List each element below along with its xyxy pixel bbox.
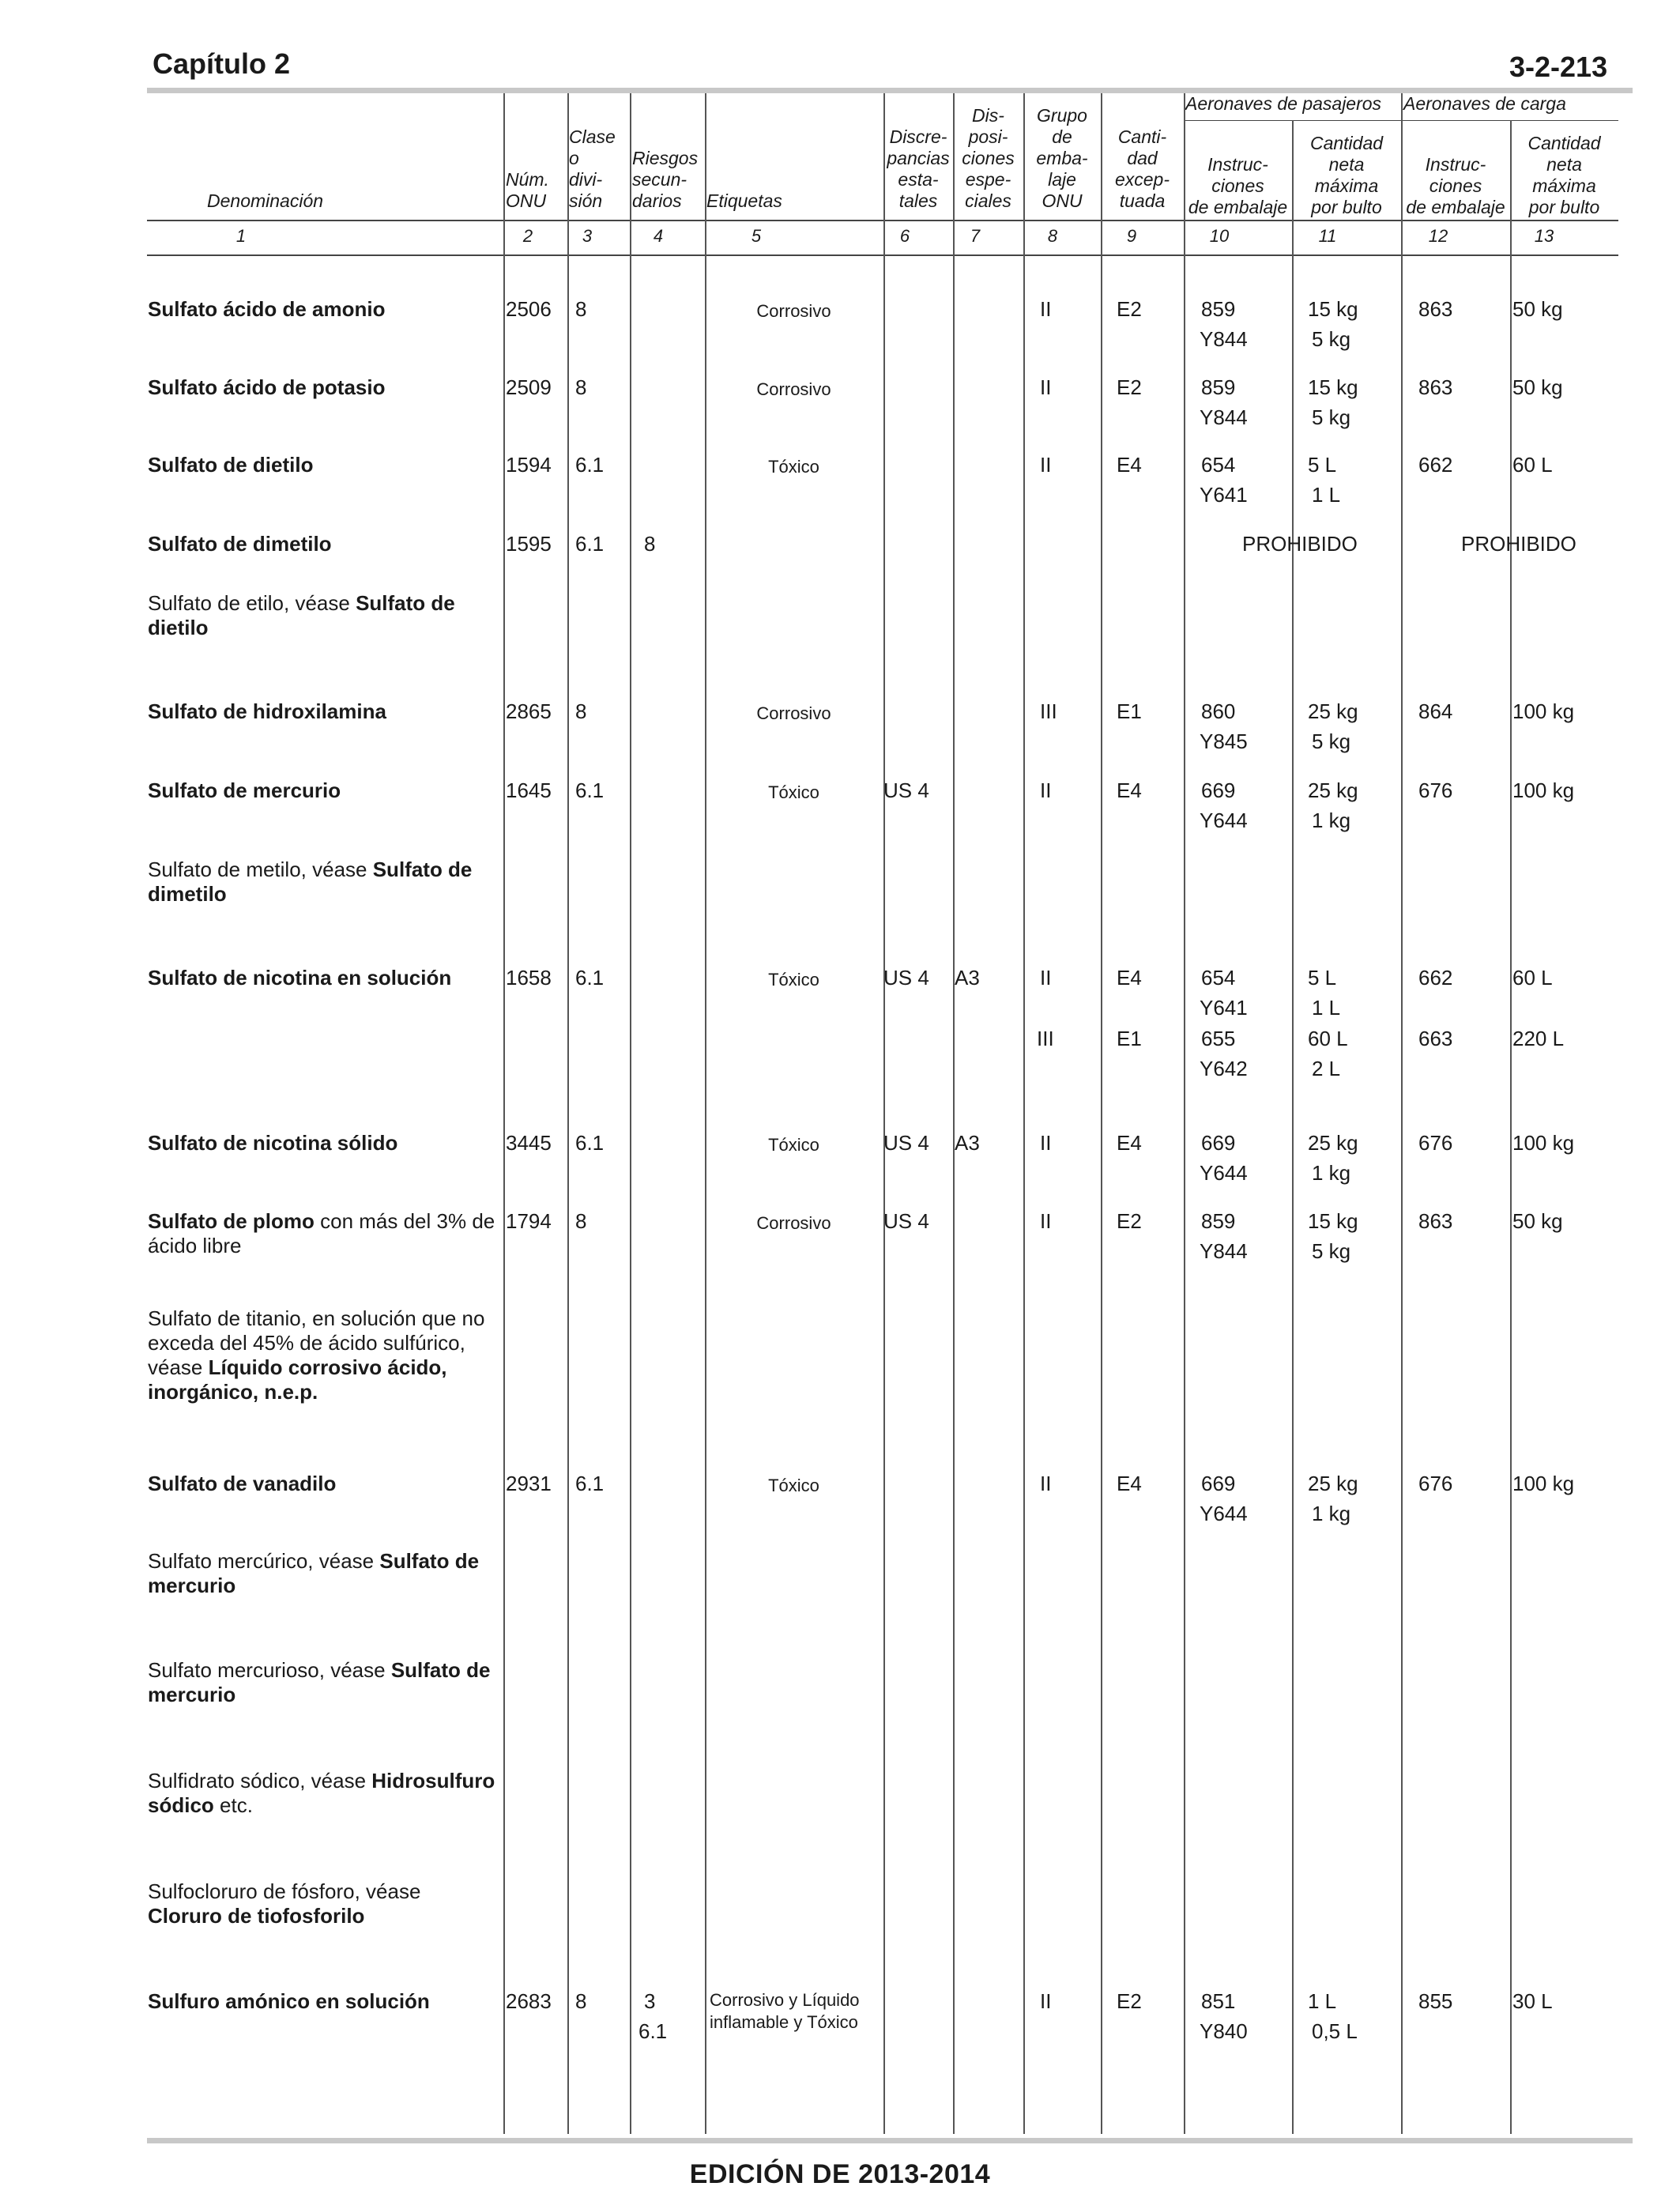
passenger-max-quantity: 5 kg	[1312, 405, 1351, 429]
un-number: 1658	[506, 966, 552, 990]
state-variation: US 4	[883, 1131, 929, 1155]
passenger-packing-instruction: Y844	[1200, 327, 1248, 351]
column-number: 7	[970, 226, 981, 246]
un-number: 2509	[506, 375, 552, 399]
substance-name	[148, 1658, 495, 1707]
header-cantidad-exceptuada: dad	[1127, 148, 1158, 168]
header-instrucciones-carga: ciones	[1429, 175, 1482, 196]
cargo-packing-instruction: 676	[1418, 1472, 1453, 1495]
packing-group: II	[1040, 778, 1052, 802]
chapter-title: Capítulo 2	[153, 47, 291, 80]
header-cantidad-pasajeros: Cantidad	[1309, 133, 1384, 153]
cargo-max-quantity: 100 kg	[1512, 699, 1575, 723]
column-number: 1	[235, 226, 247, 246]
passenger-max-quantity: 25 kg	[1308, 1131, 1358, 1155]
cargo-packing-instruction: 863	[1418, 375, 1453, 399]
header-grupo-embalaje: Grupo	[1037, 105, 1087, 126]
un-number: 2683	[506, 1989, 552, 2013]
label-text: Corrosivo	[756, 379, 831, 399]
packing-group: III	[1037, 1027, 1054, 1050]
passenger-packing-instruction: 669	[1201, 1472, 1236, 1495]
cargo-packing-instruction: 864	[1418, 699, 1453, 723]
substance-name	[148, 1769, 495, 1818]
passenger-packing-instruction: 860	[1201, 699, 1236, 723]
header-clase: Clase	[569, 126, 616, 147]
header-instrucciones-carga: Instruc-	[1425, 154, 1486, 175]
column-divider	[1101, 93, 1102, 2134]
label-text: Corrosivo	[756, 703, 831, 723]
column-divider	[630, 93, 631, 2134]
packing-group: II	[1040, 1209, 1052, 1233]
excepted-quantity: E2	[1117, 1209, 1142, 1233]
passenger-max-quantity: 5 kg	[1312, 1239, 1351, 1263]
class-division: 8	[575, 375, 587, 399]
header-clase: sión	[569, 190, 603, 211]
label-text: Tóxico	[768, 782, 819, 802]
excepted-quantity: E2	[1117, 297, 1142, 321]
cargo-max-quantity: 100 kg	[1512, 778, 1575, 802]
label-text: Tóxico	[768, 1135, 819, 1155]
header-cantidad-carga: por bulto	[1528, 197, 1600, 217]
column-divider	[1292, 120, 1294, 2134]
un-number: 2865	[506, 699, 552, 723]
substance-name-text: Sulfocloruro de fósforo, véase	[148, 1879, 421, 1903]
un-number: 2931	[506, 1472, 552, 1495]
cross-reference: Sulfato de dietilo	[148, 591, 455, 639]
class-division: 8	[575, 1209, 587, 1233]
cross-reference: Hidrosulfuro sódico	[148, 1769, 495, 1817]
passenger-max-quantity: 25 kg	[1308, 1472, 1358, 1495]
header-group-passenger: Aeronaves de pasajeros	[1185, 93, 1382, 114]
substance-name	[148, 1879, 495, 1928]
header-disposiciones: ciales	[965, 190, 1011, 211]
substance-name-bold: Sulfato de nicotina sólido	[148, 1131, 398, 1155]
subsidiary-risk: 6.1	[638, 2019, 668, 2043]
label-text: Tóxico	[768, 970, 819, 990]
label-text: Corrosivo	[756, 301, 831, 321]
substance-name-bold: Sulfato ácido de amonio	[148, 297, 386, 321]
cargo-packing-instruction: 676	[1418, 1131, 1453, 1155]
substance-name	[148, 297, 495, 322]
substance-name-text: Sulfato mercúrico, véase	[148, 1549, 380, 1573]
column-number: 10	[1209, 226, 1230, 246]
un-number: 2506	[506, 297, 552, 321]
class-division: 6.1	[575, 966, 605, 990]
header-clase: divi-	[569, 169, 603, 190]
passenger-packing-instruction: 654	[1201, 453, 1236, 477]
substance-name	[148, 699, 495, 724]
substance-name-bold: Sulfato de plomo	[148, 1209, 315, 1233]
passenger-max-quantity: 1 L	[1312, 483, 1341, 507]
cargo-max-quantity: 100 kg	[1512, 1131, 1575, 1155]
cargo-max-quantity: 100 kg	[1512, 1472, 1575, 1495]
header-denominacion: Denominación	[207, 190, 324, 211]
substance-name-text: Sulfato de metilo, véase	[148, 858, 373, 881]
excepted-quantity: E2	[1117, 1989, 1142, 2013]
passenger-packing-instruction: Y641	[1200, 483, 1248, 507]
class-division: 6.1	[575, 778, 605, 802]
excepted-quantity: E4	[1117, 966, 1142, 990]
cargo-packing-instruction: 663	[1418, 1027, 1453, 1050]
column-divider	[1023, 93, 1025, 2134]
substance-name	[148, 1131, 495, 1155]
bottom-rule	[147, 2138, 1633, 2143]
column-number: 5	[751, 226, 762, 246]
column-number: 6	[899, 226, 910, 246]
special-provision: A3	[955, 1131, 980, 1155]
substance-name-text: Sulfato de etilo, véase	[148, 591, 356, 615]
header-cantidad-carga: neta	[1546, 154, 1582, 175]
packing-group: II	[1040, 1131, 1052, 1155]
substance-name	[148, 858, 495, 907]
header-cantidad-carga: máxima	[1532, 175, 1596, 196]
column-divider	[883, 93, 885, 2134]
passenger-packing-instruction: Y644	[1200, 1502, 1248, 1525]
passenger-max-quantity: 2 L	[1312, 1057, 1341, 1080]
column-number: 3	[582, 226, 593, 246]
substance-name-text: Sulfidrato sódico, véase	[148, 1769, 372, 1793]
header-cantidad-pasajeros: neta	[1328, 154, 1365, 175]
passenger-max-quantity: 1 kg	[1312, 1161, 1351, 1185]
cargo-packing-instruction: 676	[1418, 778, 1453, 802]
header-disposiciones: posi-	[968, 126, 1008, 147]
header-cantidad-pasajeros: por bulto	[1311, 197, 1382, 217]
un-number: 1645	[506, 778, 552, 802]
header-instrucciones-carga: de embalaje	[1406, 197, 1505, 217]
packing-group: II	[1040, 297, 1052, 321]
header-grupo-embalaje: emba-	[1036, 148, 1088, 168]
header-riesgos: darios	[632, 190, 682, 211]
header-disposiciones: espe-	[965, 169, 1011, 190]
passenger-max-quantity: 15 kg	[1308, 375, 1358, 399]
column-divider	[567, 93, 569, 2134]
header-num-onu: Núm.	[506, 169, 549, 190]
excepted-quantity: E2	[1117, 375, 1142, 399]
passenger-max-quantity: 1 kg	[1312, 809, 1351, 832]
un-number: 1594	[506, 453, 552, 477]
substance-name-bold: Sulfato de mercurio	[148, 778, 341, 802]
excepted-quantity: E4	[1117, 1472, 1142, 1495]
packing-group: II	[1040, 453, 1052, 477]
packing-group: II	[1040, 1472, 1052, 1495]
passenger-max-quantity: 25 kg	[1308, 699, 1358, 723]
cargo-packing-instruction: 662	[1418, 453, 1453, 477]
page-number: 3-2-213	[1509, 51, 1608, 83]
passenger-max-quantity: 5 kg	[1312, 729, 1351, 753]
column-number: 4	[653, 226, 664, 246]
cargo-prohibited: PROHIBIDO	[1461, 532, 1576, 556]
passenger-packing-instruction: 851	[1201, 1989, 1236, 2013]
excepted-quantity: E4	[1117, 453, 1142, 477]
class-division: 6.1	[575, 1472, 605, 1495]
passenger-packing-instruction: Y644	[1200, 1161, 1248, 1185]
colnum-bottom-line	[147, 254, 1618, 256]
cargo-packing-instruction: 863	[1418, 297, 1453, 321]
header-bottom-line	[147, 220, 1618, 221]
header-etiquetas: Etiquetas	[706, 190, 782, 211]
passenger-max-quantity: 1 L	[1312, 996, 1341, 1020]
column-number: 11	[1318, 226, 1337, 246]
substance-name-bold: Sulfato ácido de potasio	[148, 375, 386, 399]
label-text: Corrosivo	[756, 1213, 831, 1233]
header-instrucciones-pasajeros: Instruc-	[1207, 154, 1268, 175]
passenger-packing-instruction: 859	[1201, 1209, 1236, 1233]
substance-name-bold: Sulfato de dimetilo	[148, 532, 332, 556]
cargo-max-quantity: 60 L	[1512, 453, 1553, 477]
cross-reference: Sulfato de mercurio	[148, 1658, 491, 1706]
passenger-packing-instruction: 669	[1201, 1131, 1236, 1155]
header-num-onu: ONU	[506, 190, 547, 211]
passenger-packing-instruction: Y641	[1200, 996, 1248, 1020]
header-discrepancias: tales	[898, 190, 938, 211]
class-division: 8	[575, 297, 587, 321]
header-cantidad-pasajeros: máxima	[1314, 175, 1379, 196]
cargo-max-quantity: 30 L	[1512, 1989, 1553, 2013]
passenger-packing-instruction: 669	[1201, 778, 1236, 802]
excepted-quantity: E4	[1117, 778, 1142, 802]
cargo-packing-instruction: 855	[1418, 1989, 1453, 2013]
top-rule	[147, 88, 1633, 93]
cargo-max-quantity: 60 L	[1512, 966, 1553, 990]
passenger-max-quantity: 1 L	[1308, 1989, 1337, 2013]
un-number: 1595	[506, 532, 552, 556]
substance-name	[148, 532, 495, 556]
substance-name	[148, 453, 495, 477]
label-text: Tóxico	[768, 457, 819, 477]
substance-name	[148, 375, 495, 400]
passenger-max-quantity: 5 L	[1308, 453, 1337, 477]
header-disposiciones: ciones	[962, 148, 1015, 168]
un-number: 1794	[506, 1209, 552, 1233]
substance-name-text: Sulfato mercurioso, véase	[148, 1658, 391, 1682]
packing-group: III	[1040, 699, 1057, 723]
passenger-packing-instruction: Y840	[1200, 2019, 1248, 2043]
packing-group: II	[1040, 1989, 1052, 2013]
cross-reference: Líquido corrosivo ácido, inorgánico, n.e.p.	[148, 1355, 447, 1404]
substance-name	[148, 1472, 495, 1496]
header-instrucciones-pasajeros: de embalaje	[1188, 197, 1288, 217]
column-divider	[503, 93, 505, 2134]
substance-name-bold: Sulfuro amónico en solución	[148, 1989, 430, 2013]
header-discrepancias: esta-	[898, 169, 939, 190]
passenger-packing-instruction: 655	[1201, 1027, 1236, 1050]
substance-name	[148, 1989, 495, 2014]
column-divider	[953, 93, 955, 2134]
column-number: 2	[522, 226, 533, 246]
header-grupo-embalaje: de	[1052, 126, 1072, 147]
cargo-max-quantity: 50 kg	[1512, 297, 1563, 321]
cross-reference: Sulfato de mercurio	[148, 1549, 480, 1597]
header-riesgos: secun-	[632, 169, 687, 190]
cargo-packing-instruction: 662	[1418, 966, 1453, 990]
special-provision: A3	[955, 966, 980, 990]
class-division: 6.1	[575, 453, 605, 477]
substance-name	[148, 591, 495, 640]
cargo-max-quantity: 50 kg	[1512, 375, 1563, 399]
passenger-max-quantity: 15 kg	[1308, 297, 1358, 321]
label-text: Tóxico	[768, 1476, 819, 1495]
substance-name-bold: Sulfato de nicotina en solución	[148, 966, 452, 990]
class-division: 6.1	[575, 532, 605, 556]
column-number: 8	[1047, 226, 1058, 246]
excepted-quantity: E1	[1117, 699, 1142, 723]
column-divider	[1401, 93, 1403, 2134]
class-division: 8	[575, 699, 587, 723]
header-cantidad-carga: Cantidad	[1527, 133, 1601, 153]
header-disposiciones: Dis-	[972, 105, 1004, 126]
substance-name-bold: Sulfato de hidroxilamina	[148, 699, 386, 723]
substance-name	[148, 1209, 495, 1258]
header-discrepancias: Discre-	[889, 126, 947, 147]
header-group-cargo: Aeronaves de carga	[1403, 93, 1566, 114]
excepted-quantity: E4	[1117, 1131, 1142, 1155]
passenger-packing-instruction: 654	[1201, 966, 1236, 990]
passenger-max-quantity: 25 kg	[1308, 778, 1358, 802]
header-instrucciones-pasajeros: ciones	[1211, 175, 1264, 196]
passenger-packing-instruction: 859	[1201, 297, 1236, 321]
cargo-max-quantity: 220 L	[1512, 1027, 1565, 1050]
column-number: 13	[1534, 226, 1554, 246]
passenger-max-quantity: 1 kg	[1312, 1502, 1351, 1525]
class-division: 6.1	[575, 1131, 605, 1155]
substance-name-suffix: etc.	[213, 1793, 253, 1817]
column-divider	[1184, 93, 1185, 2134]
class-division: 8	[575, 1989, 587, 2013]
passenger-max-quantity: 0,5 L	[1312, 2019, 1358, 2043]
state-variation: US 4	[883, 778, 929, 802]
column-divider	[1510, 120, 1512, 2134]
passenger-max-quantity: 15 kg	[1308, 1209, 1358, 1233]
cargo-packing-instruction: 863	[1418, 1209, 1453, 1233]
passenger-packing-instruction: Y844	[1200, 1239, 1248, 1263]
substance-name	[148, 1306, 495, 1404]
passenger-max-quantity: 5 L	[1308, 966, 1337, 990]
excepted-quantity: E1	[1117, 1027, 1142, 1050]
un-number: 3445	[506, 1131, 552, 1155]
substance-name	[148, 778, 495, 803]
column-number: 12	[1428, 226, 1448, 246]
edition-footer: EDICIÓN DE 2013-2014	[689, 2159, 991, 2189]
packing-group: II	[1040, 375, 1052, 399]
substance-name-bold: Sulfato de vanadilo	[148, 1472, 337, 1495]
cargo-max-quantity: 50 kg	[1512, 1209, 1563, 1233]
cross-reference: Sulfato de dimetilo	[148, 858, 473, 906]
substance-name-suffix: con más del 3% de ácido libre	[148, 1209, 495, 1257]
state-variation: US 4	[883, 1209, 929, 1233]
header-cantidad-exceptuada: Canti-	[1117, 126, 1167, 147]
header-cantidad-exceptuada: tuada	[1119, 190, 1166, 211]
passenger-packing-instruction: Y644	[1200, 809, 1248, 832]
passenger-packing-instruction: Y845	[1200, 729, 1248, 753]
passenger-max-quantity: 5 kg	[1312, 327, 1351, 351]
substance-name	[148, 966, 495, 990]
cross-reference: Cloruro de tiofosforilo	[148, 1904, 365, 1928]
passenger-packing-instruction: 859	[1201, 375, 1236, 399]
substance-name-bold: Sulfato de dietilo	[148, 453, 314, 477]
passenger-packing-instruction: Y844	[1200, 405, 1248, 429]
substance-name	[148, 1549, 495, 1598]
subsidiary-risk: 8	[644, 532, 656, 556]
header-grupo-embalaje: laje	[1048, 169, 1076, 190]
header-grupo-embalaje: ONU	[1042, 190, 1083, 211]
label-text: Corrosivo y Líquido inflamable y Tóxico	[710, 1990, 860, 2032]
header-discrepancias: pancias	[887, 148, 950, 168]
passenger-max-quantity: 60 L	[1308, 1027, 1348, 1050]
substance-name-text: Sulfato de titanio, en solución que no exceda del 45% de ácido sulfúrico, véase	[148, 1306, 485, 1379]
header-riesgos: Riesgos	[632, 148, 699, 168]
header-cantidad-exceptuada: excep-	[1114, 169, 1170, 190]
header-clase: o	[569, 148, 579, 168]
passenger-packing-instruction: Y642	[1200, 1057, 1248, 1080]
passenger-prohibited: PROHIBIDO	[1242, 532, 1358, 556]
subsidiary-risk: 3	[644, 1989, 656, 2013]
state-variation: US 4	[883, 966, 929, 990]
packing-group: II	[1040, 966, 1052, 990]
column-number: 9	[1126, 226, 1137, 246]
